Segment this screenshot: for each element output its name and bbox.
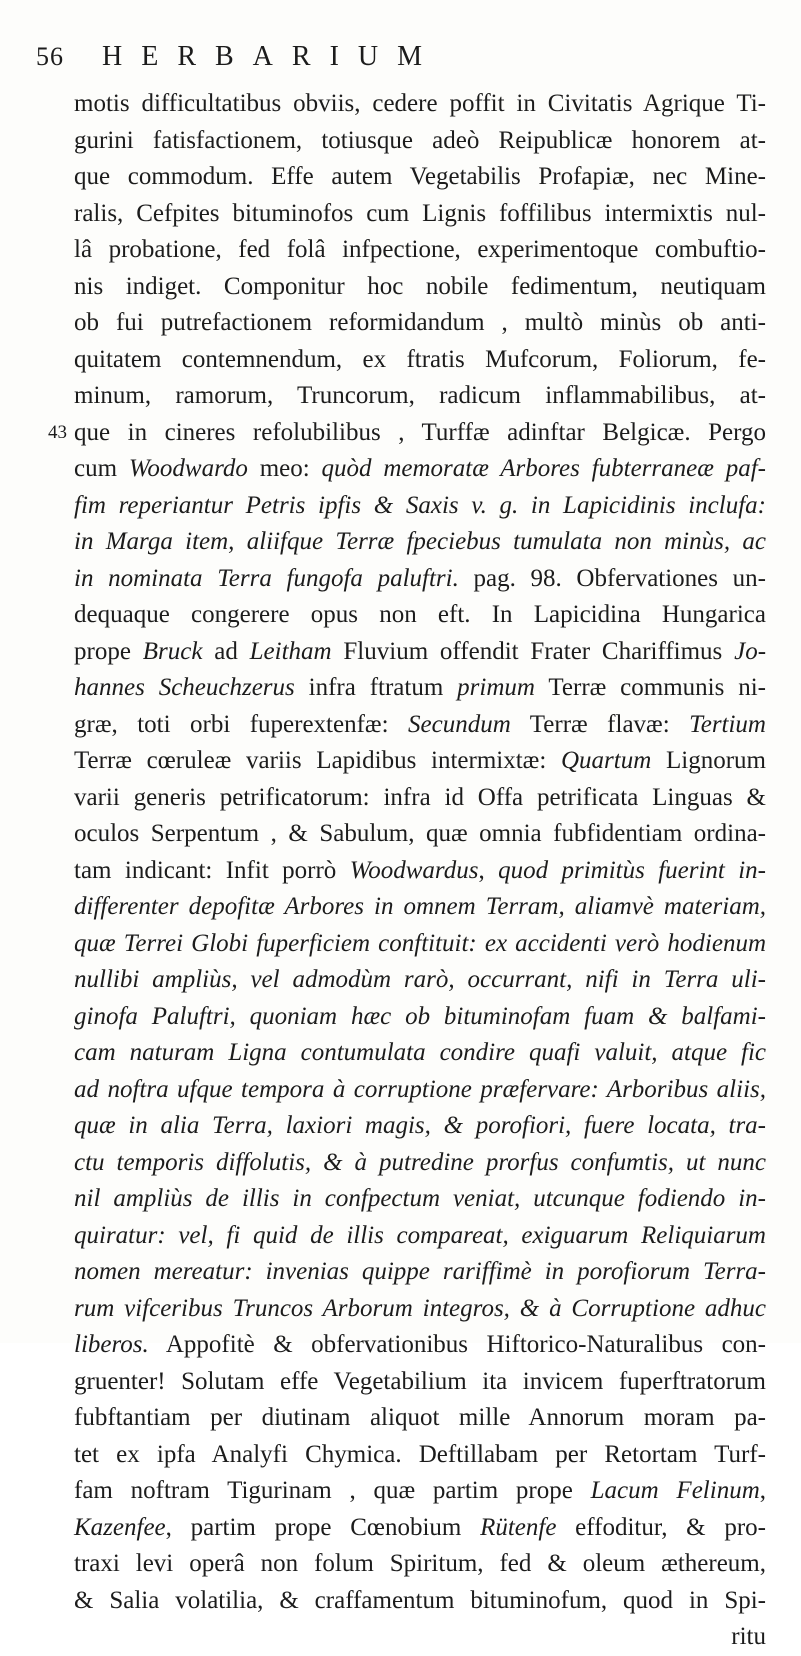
text-segment: ralis, Cefpites bituminofos cum Lignis foffilibus intermixtis nul- (74, 199, 766, 227)
italic-text: fim reperiantur Petris ipfis & Saxis v. g. in Lapicidinis inclufa: (74, 491, 766, 519)
text-segment: Appofitè & obfervationibus Hiftorico-Naturalibus con- (148, 1331, 766, 1358)
text-line (74, 926, 766, 963)
margin-line-number: 43 (48, 421, 67, 443)
text-segment: fam noftram Tigurinam , quæ partim prope (74, 1477, 591, 1504)
italic-text: Jo- (734, 637, 767, 665)
text-line (48, 415, 766, 452)
text-segment: varii generis petrificatorum: infra id Offa petrificata Linguas & (74, 783, 766, 811)
text-line (74, 1437, 766, 1474)
text-line (74, 816, 766, 853)
italic-text: differenter depofitæ Arbores in omnem Terram, aliamvè materiam, (74, 893, 766, 920)
text-segment: traxi levi operâ non folum Spiritum, fed & oleum æthereum, (74, 1550, 766, 1577)
text-line (74, 670, 766, 707)
italic-text: hannes Scheuchzerus (74, 674, 295, 701)
italic-text: quæ in alia Terra, laxiori magis, & porofiori, fuere locata, tra- (74, 1112, 766, 1139)
text-segment: , (759, 1477, 766, 1504)
text-line (74, 123, 766, 160)
italic-text: nomen mereatur: invenias quippe rariffimè in porofiorum Terra- (74, 1258, 766, 1285)
italic-text: ad noftra ufque tempora à corruptione præfervare: Arboribus aliis, (74, 1075, 766, 1103)
text-segment: ritu (731, 1623, 766, 1650)
text-segment: gurini fatisfactionem, totiusque adeò Reipublicæ honorem at- (74, 126, 766, 154)
page-header (36, 42, 766, 82)
text-segment: & Salia volatilia, & craffamentum bituminofum, quod in Spi- (74, 1586, 766, 1614)
italic-text: cam naturam Ligna contumulata condire quafi valuit, atque fic (74, 1039, 766, 1066)
text-segment: tet ex ipfa Analyfi Chymica. Deftillabam per Retortam Turf- (74, 1440, 766, 1468)
text-segment: lâ probatione, fed folâ infpectione, experimentoque combuftio- (74, 236, 766, 263)
page-number: 56 (36, 42, 64, 71)
text-line (74, 853, 766, 890)
text-segment: , (478, 856, 499, 884)
italic-text: ctu temporis diffolutis, & à putredine prorfus confumtis, ut nunc (74, 1148, 766, 1176)
text-segment: tam indicant: Infit porrò (74, 856, 350, 884)
text-line (74, 342, 766, 379)
text-line (74, 1510, 766, 1547)
italic-text: in Marga item, aliifque Terræ fpeciebus tumulata non minùs, ac (74, 528, 766, 555)
text-segment: cum (74, 455, 129, 482)
text-line (74, 378, 766, 415)
text-line (74, 707, 766, 744)
text-segment: ad (202, 637, 250, 665)
italic-text: nil ampliùs de illis in confpectum veniat, utcunque fodiendo in- (74, 1185, 766, 1212)
text-line (74, 1327, 766, 1364)
text-line (74, 488, 766, 525)
italic-text: quiratur: vel, fi quid de illis compareat, exiguarum Reliquiarum (74, 1221, 766, 1249)
italic-text: quòd memoratæ Arbores fubterraneæ paf- (321, 455, 766, 482)
text-line (74, 634, 766, 671)
text-line (74, 1583, 766, 1620)
text-line (74, 1181, 766, 1218)
text-line (74, 196, 766, 233)
text-segment: minum, ramorum, Truncorum, radicum inflammabilibus, at- (74, 382, 766, 409)
italic-text: in nominata Terra fungofa paluftri. (74, 564, 459, 592)
text-line (74, 889, 766, 926)
text-line (74, 1400, 766, 1437)
text-line (74, 743, 766, 780)
text-segment: oculos Serpentum , & Sabulum, quæ omnia fubfidentiam ordina- (74, 820, 766, 847)
text-line (74, 1254, 766, 1291)
text-line (74, 1473, 766, 1510)
italic-text: Rütenfe (480, 1513, 557, 1541)
italic-text: ginofa Paluftri, quoniam hæc ob bituminofam fuam & balfami- (74, 1002, 766, 1030)
italic-text: Leitham (249, 637, 332, 665)
text-segment: gruenter! Solutam effe Vegetabilium ita invicem fuperftratorum (74, 1367, 766, 1395)
text-line (74, 1108, 766, 1145)
italic-text: rum vifceribus Truncos Arborum integros, & à Corruptione adhuc (74, 1294, 766, 1322)
text-segment: Terræ communis ni- (534, 674, 766, 701)
text-segment: quitatem contemnendum, ex ftratis Mufcorum, Foliorum, fe- (74, 345, 766, 373)
italic-text: Quartum (560, 747, 652, 774)
text-segment: effoditur, & pro- (556, 1513, 766, 1541)
text-segment: pag. 98. Obfervationes un- (458, 564, 766, 592)
text-line (74, 451, 766, 488)
text-line (74, 269, 766, 306)
text-segment: dequaque congerere opus non eft. In Lapicidina Hungarica (74, 601, 766, 628)
text-line (74, 86, 766, 123)
text-segment: Fluvium offendit Frater Chariffimus (331, 637, 735, 665)
text-line (74, 1619, 766, 1656)
text-segment: Terræ flavæ: (510, 710, 690, 738)
text-line (74, 1218, 766, 1255)
italic-text: primum (457, 674, 535, 701)
italic-text: Woodwardus (349, 856, 479, 884)
text-line (74, 1145, 766, 1182)
text-segment: Terræ cœruleæ variis Lapidibus intermixtæ: (74, 747, 561, 774)
body-text (48, 86, 767, 1656)
italic-text: nullibi ampliùs, vel admodùm rarò, occurrant, nifi in Terra uli- (74, 966, 766, 993)
italic-text: Bruck (142, 637, 203, 665)
text-segment: prope (74, 637, 143, 665)
text-line (74, 962, 766, 999)
italic-text: liberos. (74, 1331, 149, 1358)
text-line (74, 1072, 766, 1109)
text-line (74, 159, 766, 196)
text-line (74, 561, 766, 598)
italic-text: Secundum (408, 710, 511, 738)
text-line (74, 780, 766, 817)
text-segment: græ, toti orbi fuperextenfæ: (74, 710, 409, 738)
italic-text: quod primitùs fuerint in- (498, 856, 767, 884)
text-line (74, 1364, 766, 1401)
text-segment: ob fui putrefactionem reformidandum , multò minùs ob anti- (74, 309, 766, 336)
text-segment: , partim prope Cœnobium (165, 1513, 481, 1541)
italic-text: Kazenfee (74, 1513, 166, 1541)
text-segment: que commodum. Effe autem Vegetabilis Profapiæ, nec Mine- (74, 163, 766, 190)
text-line (74, 999, 766, 1036)
text-segment: nis indiget. Componitur hoc nobile fedimentum, neutiquam (74, 272, 766, 300)
text-segment: infra ftratum (294, 674, 458, 701)
running-title: HERBARIUM (102, 41, 442, 72)
italic-text: Lacum Felinum (590, 1477, 760, 1504)
text-line (74, 232, 766, 269)
text-segment: meo: (247, 455, 322, 482)
text-line (74, 524, 766, 561)
text-segment: Lignorum (651, 747, 766, 774)
text-line (74, 1035, 766, 1072)
text-segment: motis difficultatibus obviis, cedere poffit in Civitatis Agrique Ti- (74, 90, 766, 117)
text-line (74, 1291, 766, 1328)
text-line (74, 305, 766, 342)
italic-text: Woodwardo (128, 455, 248, 482)
italic-text: Tertium (689, 710, 766, 738)
text-line (74, 597, 766, 634)
text-line (74, 1546, 766, 1583)
text-segment: que in cineres refolubilibus , Turffæ adinftar Belgicæ. Pergo (74, 418, 766, 446)
text-segment: fubftantiam per diutinam aliquot mille Annorum moram pa- (74, 1404, 766, 1431)
italic-text: quæ Terrei Globi fuperficiem conftituit: ex accidenti verò hodienum (74, 929, 766, 957)
